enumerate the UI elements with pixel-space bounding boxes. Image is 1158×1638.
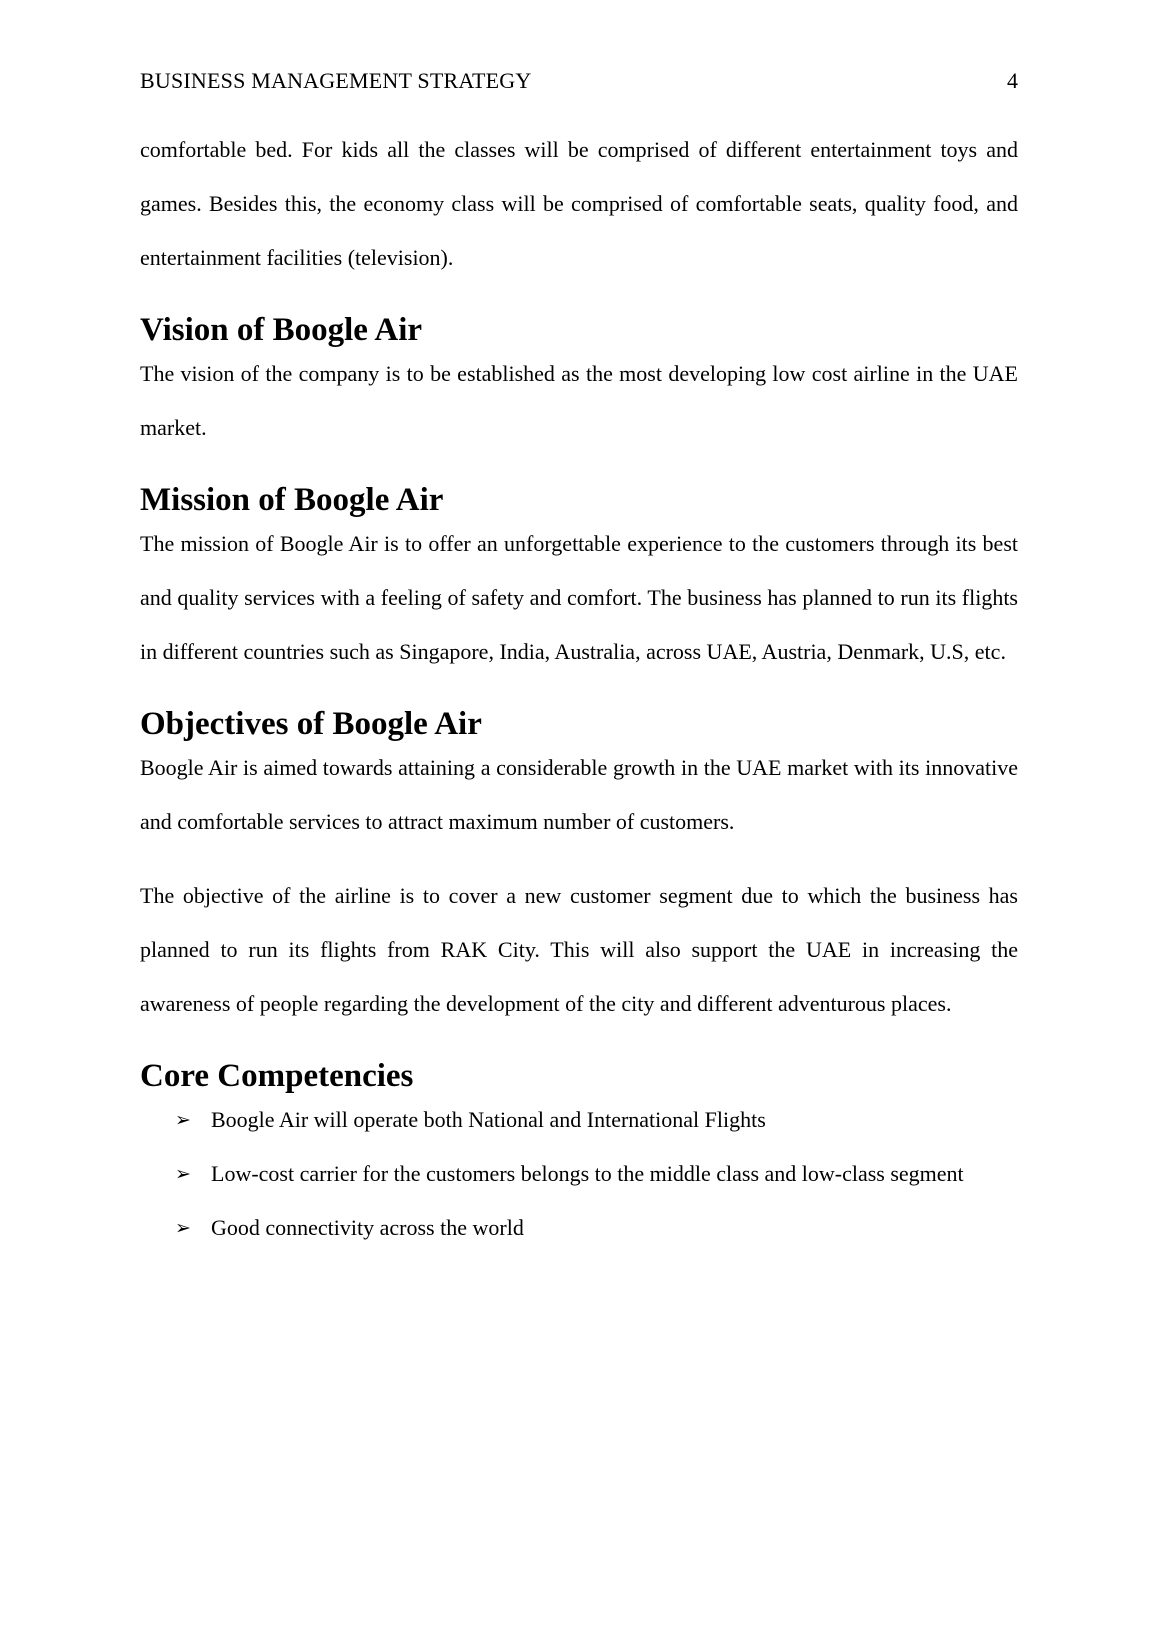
page-number: 4 (1007, 68, 1018, 93)
list-item (175, 1201, 1018, 1255)
core-competencies-list (140, 1093, 1018, 1255)
list-item-text: Low-cost carrier for the customers belongs to the middle class and low-class segment (211, 1161, 964, 1186)
vision-paragraph: The vision of the company is to be established as the most developing low cost airline in the UAE market. (140, 361, 1018, 440)
running-header-title: BUSINESS MANAGEMENT STRATEGY (140, 68, 532, 93)
objectives-heading: Objectives of Boogle Air (140, 706, 482, 742)
vision-heading: Vision of Boogle Air (140, 312, 423, 348)
list-item-text: Boogle Air will operate both National and International Flights (211, 1107, 766, 1132)
arrow-bullet-icon: ➢ (175, 1109, 191, 1131)
objectives-paragraph-1: Boogle Air is aimed towards attaining a considerable growth in the UAE market with its innovative and comfortable services to attract maximum number of customers. (140, 755, 1018, 834)
objectives-paragraph-2: The objective of the airline is to cover a new customer segment due to which the business has planned to run its flights from RAK City. This will also support the UAE in increasing the awareness of people regarding the development of the city and different adventurous places. (140, 883, 1018, 1016)
core-competencies-heading: Core Competencies (140, 1058, 414, 1094)
page-body (140, 127, 1018, 1255)
list-item (175, 1093, 1018, 1147)
intro-paragraph: comfortable bed. For kids all the classes will be comprised of different entertainment toys and games. Besides this, the economy class will be comprised of comfortable seats, quality food, and entertainment facilities (television). (140, 137, 1018, 270)
arrow-bullet-icon: ➢ (175, 1163, 191, 1185)
arrow-bullet-icon: ➢ (175, 1217, 191, 1239)
list-item (175, 1147, 1018, 1201)
list-item-text: Good connectivity across the world (211, 1215, 524, 1240)
mission-heading: Mission of Boogle Air (140, 482, 444, 518)
mission-paragraph: The mission of Boogle Air is to offer an unforgettable experience to the customers through its best and quality services with a feeling of safety and comfort. The business has planned to run its flights in different countries such as Singapore, India, Australia, across UAE, Austria, Denmark, U.S, etc. (140, 531, 1018, 664)
